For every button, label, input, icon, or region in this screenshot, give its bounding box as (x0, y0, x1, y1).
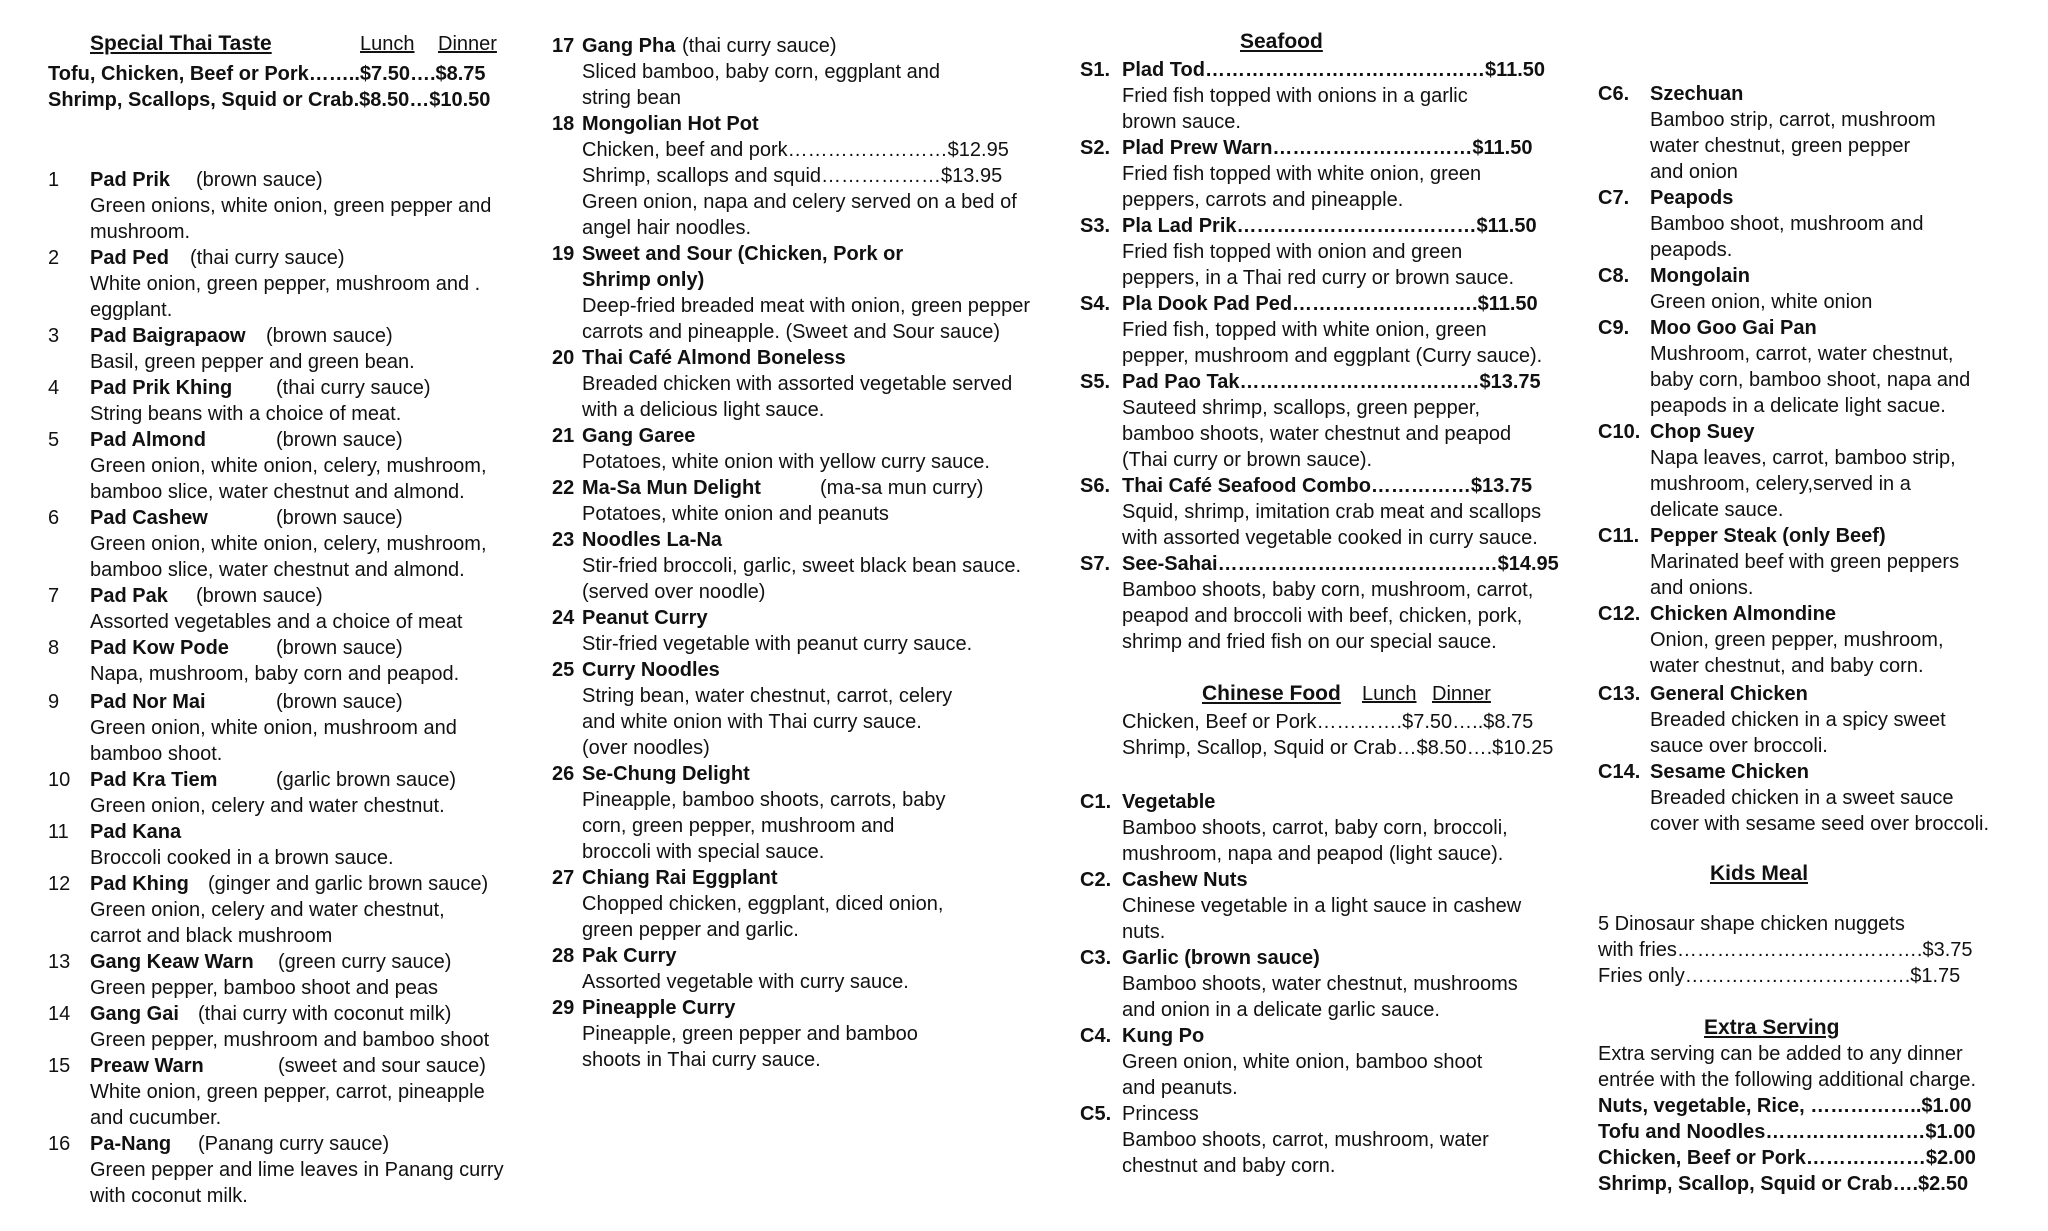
item-name: Gang Keaw Warn (90, 951, 254, 973)
item-desc: water chestnut, green pepper (1650, 135, 1911, 157)
item-desc: Assorted vegetables and a choice of meat (90, 611, 463, 633)
item-name: Plad Prew Warn…………………………$11.50 (1122, 137, 1533, 159)
item-desc: Broccoli cooked in a brown sauce. (90, 847, 394, 869)
item-name: Pad Baigrapaow (90, 325, 246, 347)
item-number: C13. (1598, 683, 1641, 705)
special-price-line: Tofu, Chicken, Beef or Pork……..$7.50….$8.75 (48, 63, 486, 85)
item-desc: Green onion, white onion (1650, 291, 1873, 313)
extra-serving-price: Tofu and Noodles……………………$1.00 (1598, 1121, 1976, 1143)
item-desc: Potatoes, white onion with yellow curry sauce. (582, 451, 990, 473)
chinese-price-line: Chicken, Beef or Pork………….$7.50…..$8.75 (1122, 711, 1534, 733)
item-number: 5 (48, 429, 60, 451)
item-name: Ma-Sa Mun Delight (582, 477, 761, 499)
kids-meal-line: Fries only…………………………….$1.75 (1598, 965, 1961, 987)
item-sauce: (thai curry sauce) (276, 377, 431, 399)
item-desc: cover with sesame seed over broccoli. (1650, 813, 1990, 835)
item-number: C4. (1080, 1025, 1112, 1047)
item-desc: baby corn, bamboo shoot, napa and (1650, 369, 1971, 391)
item-name: Chicken Almondine (1650, 603, 1836, 625)
item-number: 26 (552, 763, 575, 785)
item-name: Princess (1122, 1103, 1199, 1125)
item-name: Pad Khing (90, 873, 189, 895)
item-sauce: (ginger and garlic brown sauce) (208, 873, 489, 895)
item-name: Pad Nor Mai (90, 691, 206, 713)
item-desc: and cucumber. (90, 1107, 222, 1129)
item-desc: String bean, water chestnut, carrot, celery (582, 685, 953, 707)
item-number: C3. (1080, 947, 1112, 969)
item-name: Chiang Rai Eggplant (582, 867, 778, 889)
item-number: 29 (552, 997, 575, 1019)
item-desc: pepper, mushroom and eggplant (Curry sauce). (1122, 345, 1543, 367)
item-desc: Bamboo shoots, carrot, mushroom, water (1122, 1129, 1489, 1151)
item-name: Garlic (brown sauce) (1122, 947, 1320, 969)
item-desc: Green onion, white onion, celery, mushroom, (90, 533, 487, 555)
item-sauce: (brown sauce) (276, 507, 403, 529)
item-number: 12 (48, 873, 71, 895)
item-desc: (served over noodle) (582, 581, 766, 603)
item-desc: Bamboo shoot, mushroom and (1650, 213, 1924, 235)
item-number: S3. (1080, 215, 1111, 237)
item-name: Plad Tod……………………………………$11.50 (1122, 59, 1546, 81)
item-desc: with assorted vegetable cooked in curry sauce. (1122, 527, 1538, 549)
item-desc: Sliced bamboo, baby corn, eggplant and (582, 61, 941, 83)
item-desc: Assorted vegetable with curry sauce. (582, 971, 909, 993)
item-number: 28 (552, 945, 575, 967)
item-desc: Green onion, white onion, celery, mushroom, (90, 455, 487, 477)
item-desc: Squid, shrimp, imitation crab meat and scallops (1122, 501, 1542, 523)
item-desc: shoots in Thai curry sauce. (582, 1049, 821, 1071)
item-number: 21 (552, 425, 575, 447)
item-sauce: (brown sauce) (276, 429, 403, 451)
item-desc: broccoli with special sauce. (582, 841, 825, 863)
item-name: Gang Pha (582, 35, 676, 57)
item-number: C9. (1598, 317, 1630, 339)
item-desc: Onion, green pepper, mushroom, (1650, 629, 1944, 651)
item-number: S6. (1080, 475, 1111, 497)
item-desc: Green pepper, bamboo shoot and peas (90, 977, 439, 999)
item-desc: Bamboo shoots, carrot, baby corn, broccoli, (1122, 817, 1508, 839)
extra-serving-price: Nuts, vegetable, Rice, ……………..$1.00 (1598, 1095, 1972, 1117)
item-desc: angel hair noodles. (582, 217, 752, 239)
item-desc: shrimp and fried fish on our special sauce. (1122, 631, 1497, 653)
item-desc: Green onion, white onion, mushroom and (90, 717, 457, 739)
item-name: Pla Lad Prik………………………………$11.50 (1122, 215, 1537, 237)
item-desc: peapods. (1650, 239, 1733, 261)
item-desc: and onion (1650, 161, 1738, 183)
item-desc: carrots and pineapple. (Sweet and Sour sauce) (582, 321, 1001, 343)
extra-serving-desc: entrée with the following additional charge. (1598, 1069, 1977, 1091)
item-number: 9 (48, 691, 60, 713)
item-number: 18 (552, 113, 575, 135)
special-lunch-header: Lunch (360, 33, 415, 55)
item-name: Pad Cashew (90, 507, 208, 529)
item-desc: Fried fish topped with onions in a garlic (1122, 85, 1468, 107)
item-name: Sweet and Sour (Chicken, Pork or (582, 243, 904, 265)
item-number: 10 (48, 769, 71, 791)
item-sauce: (thai curry sauce) (682, 35, 837, 57)
item-sauce: (brown sauce) (276, 691, 403, 713)
item-desc: Bamboo shoots, water chestnut, mushrooms (1122, 973, 1518, 995)
item-number: C8. (1598, 265, 1630, 287)
item-sauce: (garlic brown sauce) (276, 769, 457, 791)
item-desc: (over noodles) (582, 737, 710, 759)
item-desc: mushroom. (90, 221, 191, 243)
item-sauce: (thai curry sauce) (190, 247, 345, 269)
item-sauce: (brown sauce) (196, 169, 323, 191)
item-desc: bamboo shoot. (90, 743, 223, 765)
item-number: 7 (48, 585, 60, 607)
item-number: S7. (1080, 553, 1111, 575)
item-number: C7. (1598, 187, 1630, 209)
item-desc: Fried fish topped with onion and green (1122, 241, 1463, 263)
item-desc: Breaded chicken with assorted vegetable served (582, 373, 1013, 395)
item-desc: Marinated beef with green peppers (1650, 551, 1960, 573)
item-sauce: (brown sauce) (196, 585, 323, 607)
special-price-line: Shrimp, Scallops, Squid or Crab.$8.50…$10.50 (48, 89, 491, 111)
item-number: 19 (552, 243, 575, 265)
item-name: Noodles La-Na (582, 529, 723, 551)
item-desc: carrot and black mushroom (90, 925, 333, 947)
item-number: S5. (1080, 371, 1111, 393)
item-desc: peapods in a delicate light sacue. (1650, 395, 1946, 417)
seafood-title: Seafood (1240, 30, 1323, 53)
item-name: Sesame Chicken (1650, 761, 1809, 783)
item-desc: chestnut and baby corn. (1122, 1155, 1336, 1177)
kids-meal-title: Kids Meal (1710, 862, 1809, 885)
item-name: General Chicken (1650, 683, 1808, 705)
item-name: Pad Kow Pode (90, 637, 229, 659)
item-number: 22 (552, 477, 575, 499)
item-number: 20 (552, 347, 575, 369)
item-number: 6 (48, 507, 60, 529)
item-number: 16 (48, 1133, 71, 1155)
chinese-dinner-header: Dinner (1432, 683, 1491, 705)
special-title: Special Thai Taste (90, 32, 272, 55)
item-desc: Stir-fried broccoli, garlic, sweet black bean sauce. (582, 555, 1022, 577)
item-desc: White onion, green pepper, mushroom and . (90, 273, 481, 295)
item-name: Pak Curry (582, 945, 677, 967)
item-desc: Fried fish topped with white onion, green (1122, 163, 1482, 185)
item-name: Vegetable (1122, 791, 1216, 813)
item-number: 24 (552, 607, 575, 629)
item-name: Preaw Warn (90, 1055, 204, 1077)
item-name: Pineapple Curry (582, 997, 736, 1019)
item-desc: and peanuts. (1122, 1077, 1238, 1099)
item-name: Pa-Nang (90, 1133, 172, 1155)
item-name: Thai Café Seafood Combo……………$13.75 (1122, 475, 1533, 497)
item-desc: Chinese vegetable in a light sauce in cashew (1122, 895, 1522, 917)
item-name: See-Sahai……………………………………$14.95 (1122, 553, 1559, 575)
item-name: Se-Chung Delight (582, 763, 750, 785)
item-name: Pepper Steak (only Beef) (1650, 525, 1886, 547)
item-desc: eggplant. (90, 299, 173, 321)
item-desc: Green pepper, mushroom and bamboo shoot (90, 1029, 490, 1051)
item-name: Gang Garee (582, 425, 696, 447)
item-name: Cashew Nuts (1122, 869, 1248, 891)
item-name: Pad Kra Tiem (90, 769, 218, 791)
item-desc: sauce over broccoli. (1650, 735, 1828, 757)
item-desc: Napa, mushroom, baby corn and peapod. (90, 663, 460, 685)
item-sauce: (thai curry with coconut milk) (198, 1003, 452, 1025)
item-desc: Basil, green pepper and green bean. (90, 351, 415, 373)
item-desc: peppers, in a Thai red curry or brown sauce. (1122, 267, 1515, 289)
extra-serving-price: Chicken, Beef or Pork………………$2.00 (1598, 1147, 1976, 1169)
item-name: Mongolian Hot Pot (582, 113, 759, 135)
item-desc: green pepper and garlic. (582, 919, 799, 941)
item-name: Pad Prik (90, 169, 171, 191)
kids-meal-line: 5 Dinosaur shape chicken nuggets (1598, 913, 1905, 935)
item-desc: bamboo slice, water chestnut and almond. (90, 481, 465, 503)
item-desc: Deep-fried breaded meat with onion, green pepper (582, 295, 1031, 317)
item-number: 11 (48, 821, 69, 843)
item-desc: peapod and broccoli with beef, chicken, pork, (1122, 605, 1523, 627)
item-number: C14. (1598, 761, 1641, 783)
kids-meal-line: with fries……………………………….$3.75 (1598, 939, 1973, 961)
item-name: Peapods (1650, 187, 1734, 209)
chinese-title: Chinese Food (1202, 682, 1341, 705)
item-desc: bamboo slice, water chestnut and almond. (90, 559, 465, 581)
item-desc: and onions. (1650, 577, 1754, 599)
item-desc: peppers, carrots and pineapple. (1122, 189, 1404, 211)
item-name: Peanut Curry (582, 607, 708, 629)
item-desc: White onion, green pepper, carrot, pineapple (90, 1081, 485, 1103)
item-sauce: (ma-sa mun curry) (820, 477, 984, 499)
item-name: Curry Noodles (582, 659, 720, 681)
item-desc: Napa leaves, carrot, bamboo strip, (1650, 447, 1956, 469)
item-number: S1. (1080, 59, 1111, 81)
item-desc: Bamboo strip, carrot, mushroom (1650, 109, 1936, 131)
item-desc: mushroom, celery,served in a (1650, 473, 1911, 495)
item-desc: Shrimp, scallops and squid………………$13.95 (582, 165, 1003, 187)
item-desc: water chestnut, and baby corn. (1650, 655, 1924, 677)
item-number: 13 (48, 951, 71, 973)
item-desc: Bamboo shoots, baby corn, mushroom, carrot, (1122, 579, 1534, 601)
item-desc: Chicken, beef and pork……………………$12.95 (582, 139, 1009, 161)
item-desc: Fried fish, topped with white onion, green (1122, 319, 1487, 341)
item-desc: bamboo shoots, water chestnut and peapod (1122, 423, 1512, 445)
item-desc: Mushroom, carrot, water chestnut, (1650, 343, 1954, 365)
item-sauce: (green curry sauce) (278, 951, 452, 973)
item-number: 3 (48, 325, 60, 347)
item-name: Pad Pak (90, 585, 168, 607)
item-desc: Breaded chicken in a sweet sauce (1650, 787, 1954, 809)
item-desc: Chopped chicken, eggplant, diced onion, (582, 893, 944, 915)
item-number: S2. (1080, 137, 1111, 159)
item-desc: Green onion, white onion, bamboo shoot (1122, 1051, 1483, 1073)
item-number: 15 (48, 1055, 71, 1077)
chinese-lunch-header: Lunch (1362, 683, 1417, 705)
item-desc: Potatoes, white onion and peanuts (582, 503, 889, 525)
item-number: 25 (552, 659, 575, 681)
item-desc: brown sauce. (1122, 111, 1241, 133)
item-number: S4. (1080, 293, 1111, 315)
item-desc: Green onion, celery and water chestnut. (90, 795, 445, 817)
item-desc: Breaded chicken in a spicy sweet (1650, 709, 1946, 731)
item-number: 27 (552, 867, 575, 889)
item-name: Pad Prik Khing (90, 377, 233, 399)
item-desc: Stir-fried vegetable with peanut curry sauce. (582, 633, 973, 655)
item-desc: with a delicious light sauce. (582, 399, 825, 421)
item-desc: delicate sauce. (1650, 499, 1784, 521)
item-desc: nuts. (1122, 921, 1166, 943)
item-sauce: (sweet and sour sauce) (278, 1055, 486, 1077)
item-name: Mongolain (1650, 265, 1750, 287)
item-name: Szechuan (1650, 83, 1744, 105)
item-desc: Pineapple, green pepper and bamboo (582, 1023, 918, 1045)
extra-serving-title: Extra Serving (1704, 1016, 1840, 1039)
item-number: 14 (48, 1003, 71, 1025)
item-desc: mushroom, napa and peapod (light sauce). (1122, 843, 1504, 865)
item-number: 1 (48, 169, 60, 191)
item-number: C2. (1080, 869, 1112, 891)
item-desc: and white onion with Thai curry sauce. (582, 711, 922, 733)
item-number: 17 (552, 35, 575, 57)
item-desc: with coconut milk. (90, 1185, 248, 1207)
extra-serving-price: Shrimp, Scallop, Squid or Crab….$2.50 (1598, 1173, 1969, 1195)
item-sauce: (brown sauce) (276, 637, 403, 659)
item-number: 2 (48, 247, 60, 269)
item-desc: string bean (582, 87, 681, 109)
extra-serving-desc: Extra serving can be added to any dinner (1598, 1043, 1963, 1065)
item-number: C12. (1598, 603, 1641, 625)
item-name: Pad Kana (90, 821, 182, 843)
item-sauce: (brown sauce) (266, 325, 393, 347)
item-desc: Sauteed shrimp, scallops, green pepper, (1122, 397, 1480, 419)
item-name: Pad Almond (90, 429, 206, 451)
item-name: Gang Gai (90, 1003, 179, 1025)
item-name: Pla Dook Pad Ped……………………….$11.50 (1122, 293, 1538, 315)
item-desc: (Thai curry or brown sauce). (1122, 449, 1373, 471)
item-desc: String beans with a choice of meat. (90, 403, 402, 425)
item-desc: Green onions, white onion, green pepper and (90, 195, 492, 217)
item-number: C5. (1080, 1103, 1112, 1125)
item-desc: Green onion, celery and water chestnut, (90, 899, 445, 921)
item-desc: Pineapple, bamboo shoots, carrots, baby (582, 789, 946, 811)
item-number: C6. (1598, 83, 1630, 105)
item-desc: Green pepper and lime leaves in Panang curry (90, 1159, 504, 1181)
item-name: Chop Suey (1650, 421, 1755, 443)
item-desc: Green onion, napa and celery served on a bed of (582, 191, 1017, 213)
item-name: Pad Ped (90, 247, 169, 269)
item-desc: and onion in a delicate garlic sauce. (1122, 999, 1440, 1021)
item-number: 23 (552, 529, 575, 551)
item-number: 4 (48, 377, 60, 399)
item-name: Thai Café Almond Boneless (582, 347, 846, 369)
item-sauce: (Panang curry sauce) (198, 1133, 390, 1155)
item-number: C1. (1080, 791, 1112, 813)
item-desc: corn, green pepper, mushroom and (582, 815, 895, 837)
item-number: 8 (48, 637, 60, 659)
item-name: Pad Pao Tak………………………………$13.75 (1122, 371, 1541, 393)
chinese-price-line: Shrimp, Scallop, Squid or Crab…$8.50….$10.25 (1122, 737, 1554, 759)
item-number: C10. (1598, 421, 1641, 443)
item-name: Moo Goo Gai Pan (1650, 317, 1817, 339)
special-dinner-header: Dinner (438, 33, 497, 55)
item-name-cont: Shrimp only) (582, 269, 705, 291)
item-number: C11. (1598, 525, 1640, 547)
item-name: Kung Po (1122, 1025, 1205, 1047)
